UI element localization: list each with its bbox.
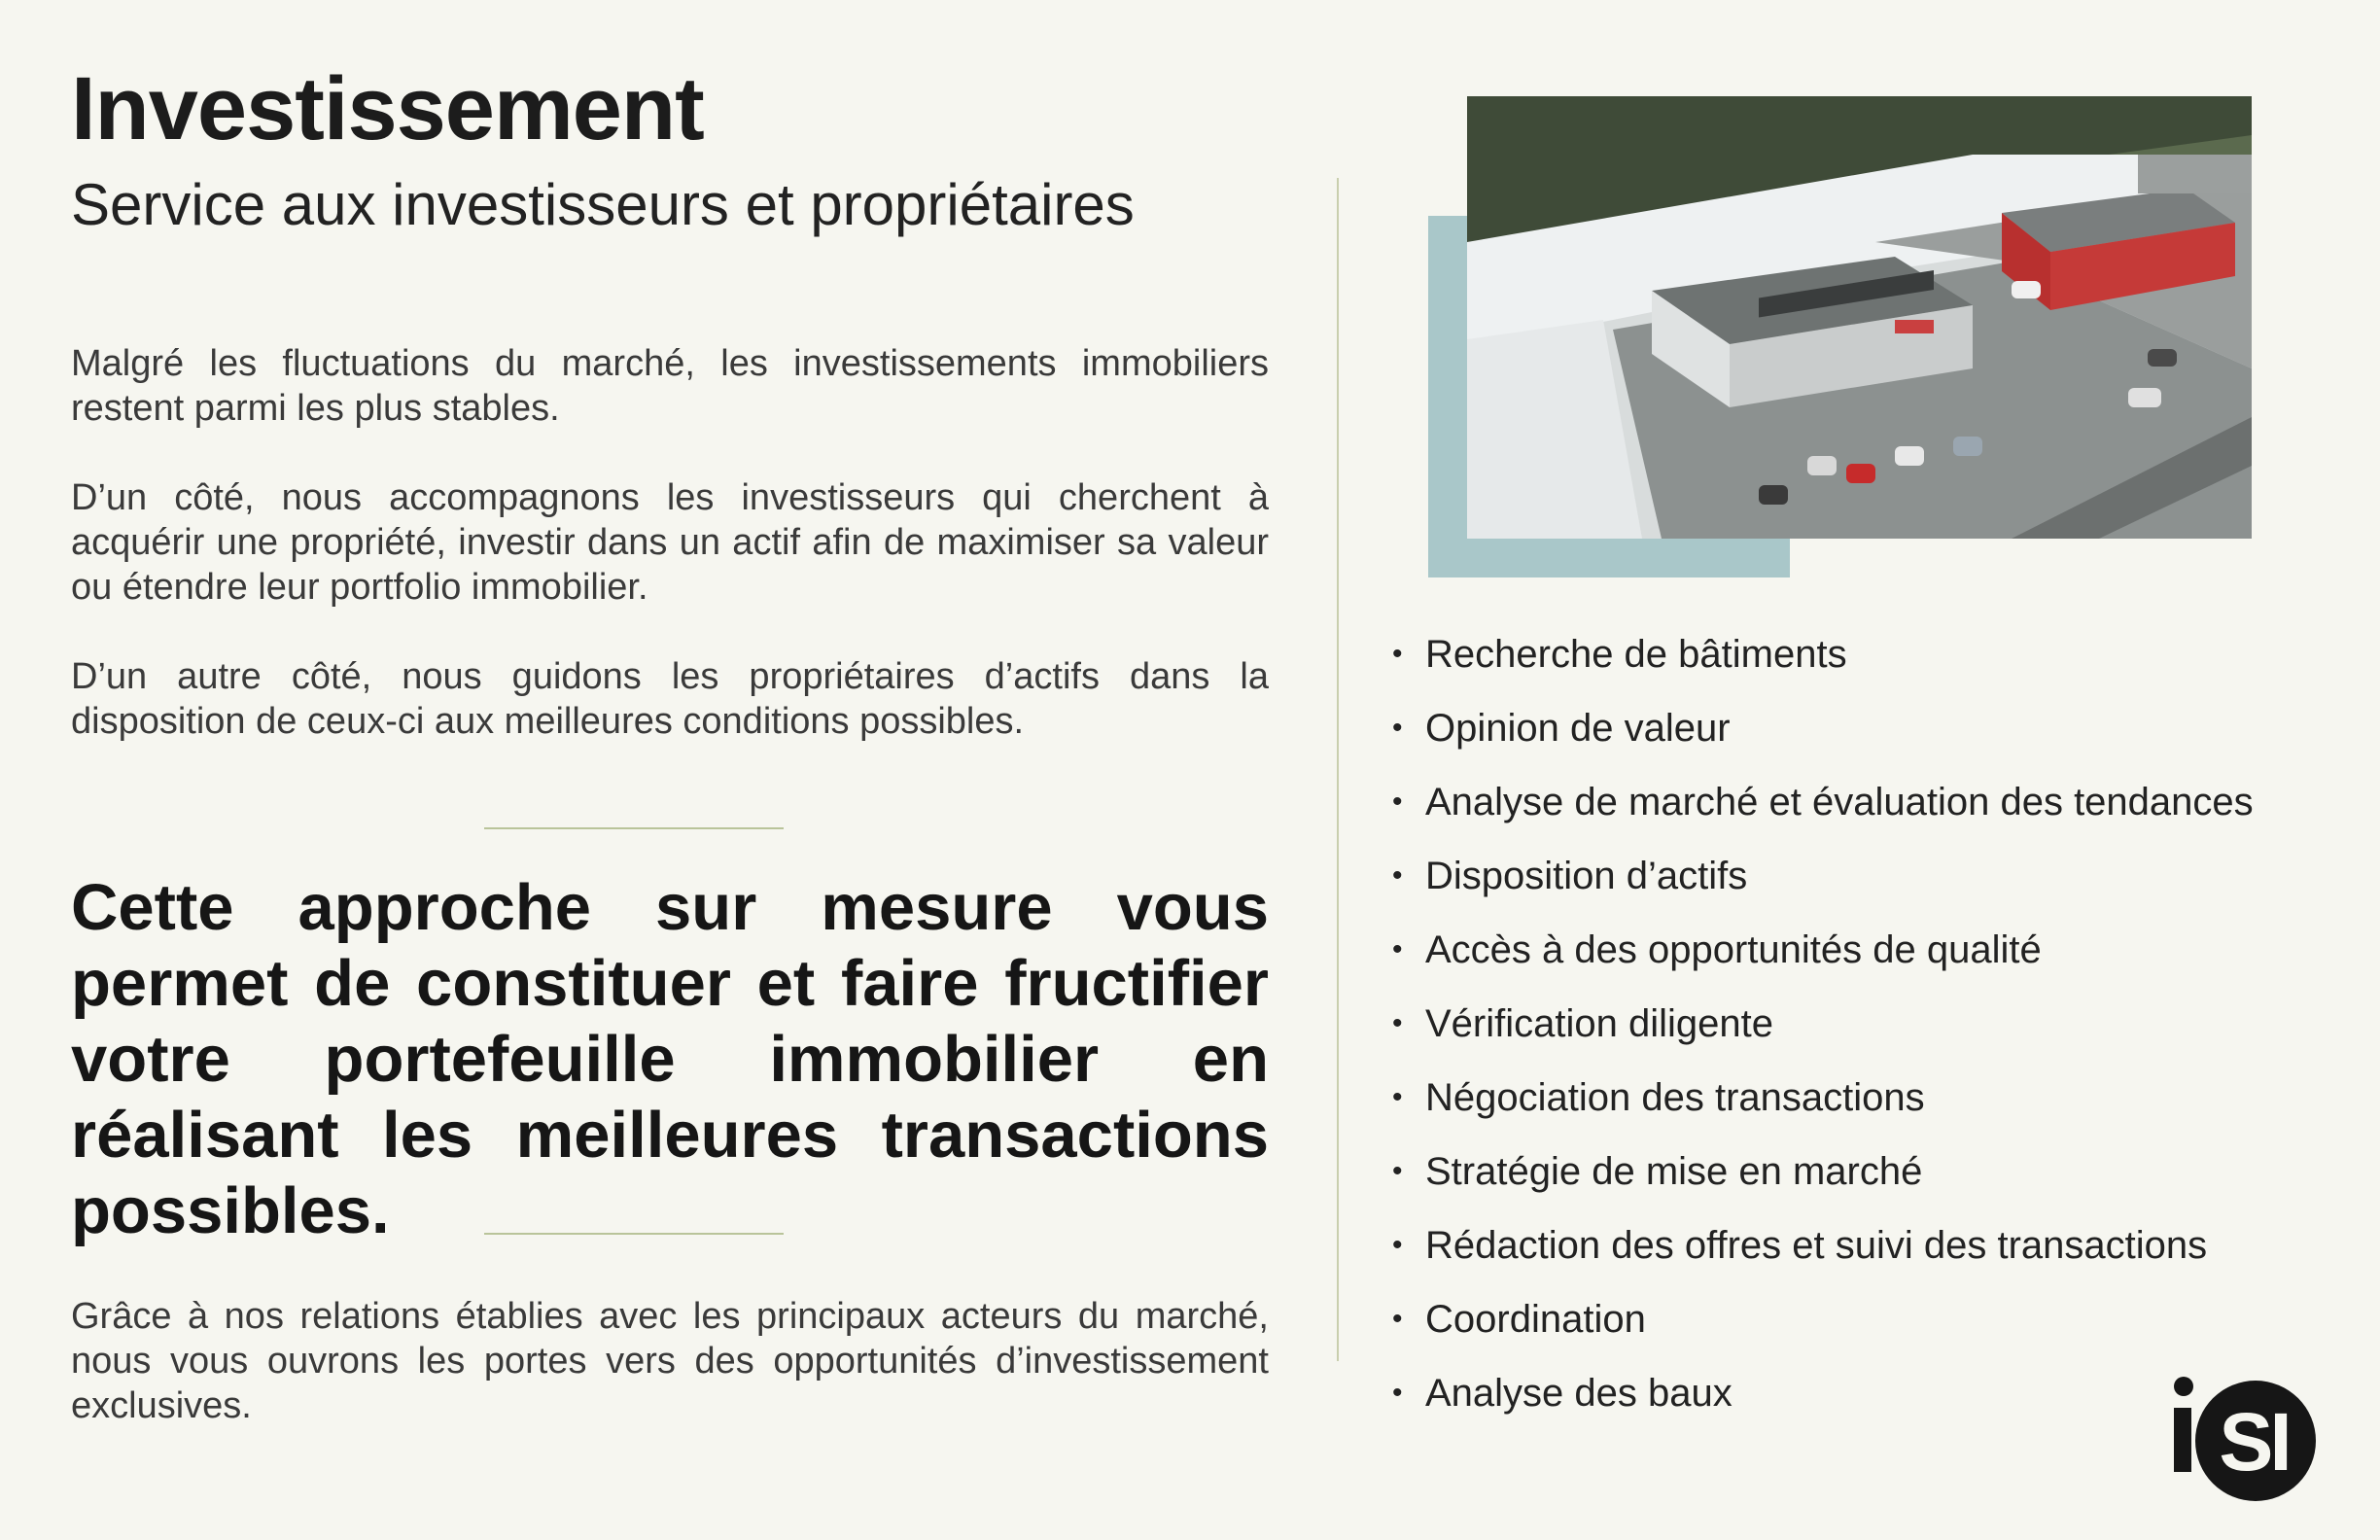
list-item: • Disposition d’actifs <box>1392 839 2254 913</box>
list-item: • Vérification diligente <box>1392 987 2254 1061</box>
list-item: • Analyse de marché et évaluation des tendances <box>1392 765 2254 839</box>
list-item: • Accès à des opportunités de qualité <box>1392 913 2254 987</box>
bullet-icon: • <box>1392 859 1403 892</box>
list-item: • Stratégie de mise en marché <box>1392 1135 2254 1208</box>
aerial-photo <box>1467 96 2252 539</box>
bullet-icon: • <box>1392 1007 1403 1039</box>
page-subtitle: Service aux investisseurs et propriétaires <box>71 172 1135 237</box>
list-item: • Rédaction des offres et suivi des transactions <box>1392 1208 2254 1282</box>
owners-paragraph: D’un autre côté, nous guidons les propriétaires d’actifs dans la disposition de ceux-ci aux meilleures conditions possibles. <box>71 656 1269 742</box>
svg-text:SI: SI <box>2219 1396 2289 1488</box>
column-separator <box>1337 178 1339 1361</box>
list-item: • Négociation des transactions <box>1392 1061 2254 1135</box>
bullet-icon: • <box>1392 786 1403 818</box>
list-item: • Coordination <box>1392 1282 2254 1356</box>
intro-paragraph: Malgré les fluctuations du marché, les investissements immobiliers restent parmi les plus stables. <box>71 343 1269 429</box>
bullet-icon: • <box>1392 712 1403 744</box>
bullet-icon: • <box>1392 1229 1403 1261</box>
bullet-icon: • <box>1392 1377 1403 1409</box>
closing-paragraph: Grâce à nos relations établies avec les principaux acteurs du marché, nous vous ouvrons les portes vers des opportunités d’investissement exclusives. <box>71 1296 1269 1426</box>
services-list <box>1392 617 2254 1430</box>
bullet-icon: • <box>1392 638 1403 670</box>
bullet-icon: • <box>1392 1303 1403 1335</box>
bullet-icon: • <box>1392 1081 1403 1113</box>
divider-top <box>484 827 784 829</box>
bullet-icon: • <box>1392 933 1403 965</box>
investors-paragraph: D’un côté, nous accompagnons les investisseurs qui cherchent à acquérir une propriété, investir dans un actif afin de maximiser sa valeur ou étendre leur portfolio immobilier. <box>71 477 1269 608</box>
list-item: • Recherche de bâtiments <box>1392 617 2254 691</box>
highlight-statement: Cette approche sur mesure vous permet de constituer et faire fructifier votre portefeuille immobilier en réalisant les meilleures transactions possibles. <box>71 871 1269 1247</box>
list-item: • Opinion de valeur <box>1392 691 2254 765</box>
divider-bottom <box>484 1233 784 1235</box>
isi-logo-icon <box>2170 1373 2326 1509</box>
page-title: Investissement <box>71 59 704 158</box>
bullet-icon: • <box>1392 1155 1403 1187</box>
list-item: • Analyse des baux <box>1392 1356 2254 1430</box>
